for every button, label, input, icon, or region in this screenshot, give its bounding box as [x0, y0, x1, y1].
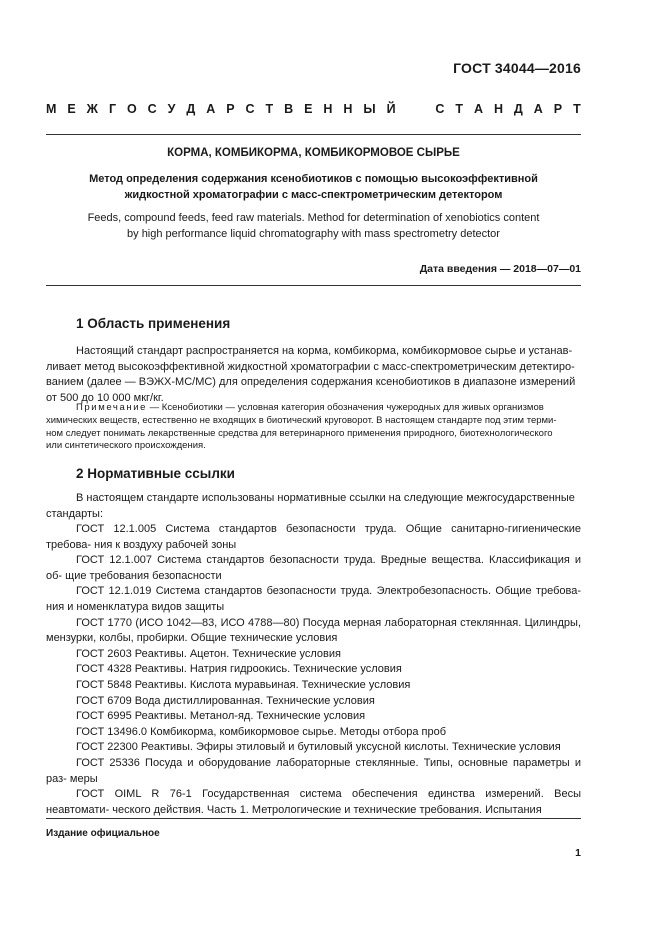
reference-line: ческого действия. Часть 1. Метрологические и технические требования. Испытания [112, 803, 542, 816]
note-line: химических веществ, естественно не входящих в биотический круговорот. В настоящем стандарте под этим терми- [46, 414, 557, 426]
method-title [46, 172, 581, 203]
english-title-line: by high performance liquid chromatography with mass spectrometry detector [127, 227, 500, 240]
section-heading-references: 2 Нормативные ссылки [76, 466, 235, 481]
standard-type-letter: Н [493, 102, 503, 116]
standard-type-letter: М [46, 102, 57, 116]
standard-type-letter: Т [455, 102, 463, 116]
standard-type-letter: Н [323, 102, 333, 116]
reference-line: мензурки, колбы, пробирки. Общие технические условия [46, 632, 338, 645]
note-line [46, 402, 581, 415]
reference-line: меры [69, 772, 98, 785]
standard-type-letter: Р [553, 102, 563, 116]
paragraph-line: от 500 до 10 000 мкг/кг. [46, 391, 164, 404]
reference-line: ГОСТ 12.1.019 Система стандартов безопасности труда. Электробезопасность. Общие требова- [76, 585, 581, 598]
reference-line: ГОСТ 2603 Реактивы. Ацетон. Технические условия [76, 647, 341, 660]
note-label: Примечание [76, 402, 147, 413]
standard-type-letter: Ж [86, 102, 98, 116]
standard-type-letter: В [284, 102, 294, 116]
standard-type-letter: А [206, 102, 216, 116]
header-divider [46, 134, 581, 135]
standard-type-letter [421, 102, 424, 116]
standard-type-letter: Е [304, 102, 313, 116]
reference-item [46, 662, 581, 678]
paragraph-line: стандарты: [46, 507, 104, 520]
standard-type-letter: Т [573, 102, 581, 116]
reference-item [46, 616, 581, 647]
standard-type-letter: С [147, 102, 157, 116]
reference-line: щие требования безопасности [65, 569, 222, 582]
english-title-line: Feeds, compound feeds, feed raw materials. Method for determination of xenobiotics content [87, 212, 540, 224]
standard-type-letter: О [126, 102, 137, 116]
reference-line: ГОСТ 25336 Посуда и оборудование лабораторные стеклянные. Типы, основные параметры и раз- [46, 756, 581, 785]
standard-type-letter: У [167, 102, 176, 116]
section-heading-scope: 1 Область применения [76, 316, 231, 331]
reference-item [46, 740, 581, 756]
reference-line: ния к воздуху рабочей зоны [94, 538, 237, 551]
reference-item [46, 553, 581, 584]
reference-list [46, 522, 581, 818]
standard-type-letter: Д [513, 102, 523, 116]
reference-item [46, 584, 581, 615]
standard-type-letter: Ы [363, 102, 376, 116]
note-line: ном следует понимать лекарственные средства для ветеринарного применения природного, биотехнологического [46, 427, 553, 439]
reference-line: ГОСТ 13496.0 Комбикорма, комбикормовое сырье. Методы отбора проб [76, 725, 447, 738]
reference-item [46, 709, 581, 725]
standard-type-letter [407, 102, 410, 116]
scope-paragraph [46, 344, 581, 406]
note-line: или синтетического происхождения. [46, 440, 206, 452]
reference-line: ГОСТ 12.1.005 Система стандартов безопасности труда. Общие санитарно-гигиенические требова- [46, 523, 581, 551]
standard-type-letter: Н [343, 102, 353, 116]
standard-type-letter: А [533, 102, 543, 116]
method-title-line: Метод определения содержания ксенобиотиков с помощью высокоэффективной [89, 173, 538, 185]
page-number: 1 [575, 847, 581, 859]
document-number: ГОСТ 34044—2016 [453, 60, 581, 76]
reference-item [46, 647, 581, 663]
reference-item [46, 756, 581, 787]
standard-type-heading [46, 102, 581, 116]
reference-line: ГОСТ 5848 Реактивы. Кислота муравьиная. Технические условия [76, 678, 411, 691]
reference-line: ГОСТ OIML R 76-1 Государственная система обеспечения единства измерений. Весы неавтомати- [46, 788, 581, 816]
paragraph-line: ливает метод высокоэффективной жидкостной хроматографии с масс-спектрометрическим детектиро- [46, 360, 575, 373]
paragraph-line: Настоящий стандарт распространяется на корма, комбикорма, комбикормовое сырье и устанав- [76, 345, 573, 357]
reference-line: ГОСТ 4328 Реактивы. Натрия гидроокись. Технические условия [76, 663, 402, 676]
standard-type-letter: А [473, 102, 483, 116]
standard-type-letter: С [435, 102, 445, 116]
edition-label: Издание официальное [46, 828, 160, 839]
reference-line: ГОСТ 6709 Вода дистиллированная. Технические условия [76, 694, 375, 707]
note-text: — Ксенобиотики — условная категория обозначения чужеродных для живых организмов [147, 402, 544, 413]
reference-line: ГОСТ 12.1.007 Система стандартов безопасности труда. Вредные вещества. Классификация и об- [46, 554, 581, 582]
standard-type-letter: Г [108, 102, 117, 116]
reference-item [46, 678, 581, 694]
introduction-date: Дата введения — 2018—07—01 [419, 263, 581, 275]
standard-type-letter: Е [67, 102, 76, 116]
paragraph-line: В настоящем стандарте использованы нормативные ссылки на следующие межгосударственные [76, 492, 575, 504]
reference-line: ния и номенклатура видов защиты [46, 600, 225, 613]
standard-type-letter: С [245, 102, 255, 116]
method-title-line: жидкостной хроматографии с масс-спектрометрическим детектором [124, 188, 503, 201]
reference-line: ГОСТ 1770 (ИСО 1042—83, ИСО 4788—80) Посуда мерная лабораторная стеклянная. Цилиндры, [76, 616, 581, 629]
reference-item [46, 522, 581, 553]
footer-divider [46, 818, 581, 819]
reference-item [46, 787, 581, 818]
reference-item [46, 694, 581, 710]
reference-line: ГОСТ 22300 Реактивы. Эфиры этиловый и бутиловый уксусной кислоты. Технические условия [76, 741, 561, 754]
standard-type-letter: Й [386, 102, 396, 116]
reference-item [46, 725, 581, 741]
scope-note [46, 402, 581, 453]
reference-line: ГОСТ 6995 Реактивы. Метанол-яд. Технические условия [76, 710, 366, 723]
standard-type-letter: Д [186, 102, 196, 116]
references-intro [46, 491, 581, 522]
english-title [46, 211, 581, 242]
title-divider [46, 285, 581, 286]
standard-type-letter: Т [265, 102, 274, 116]
paragraph-line: ванием (далее — ВЭЖХ-МС/МС) для определения содержания ксенобиотиков в диапазоне измерений [46, 376, 576, 389]
standard-type-letter: Р [226, 102, 235, 116]
document-title: КОРМА, КОМБИКОРМА, КОМБИКОРМОВОЕ СЫРЬЕ [167, 147, 460, 159]
